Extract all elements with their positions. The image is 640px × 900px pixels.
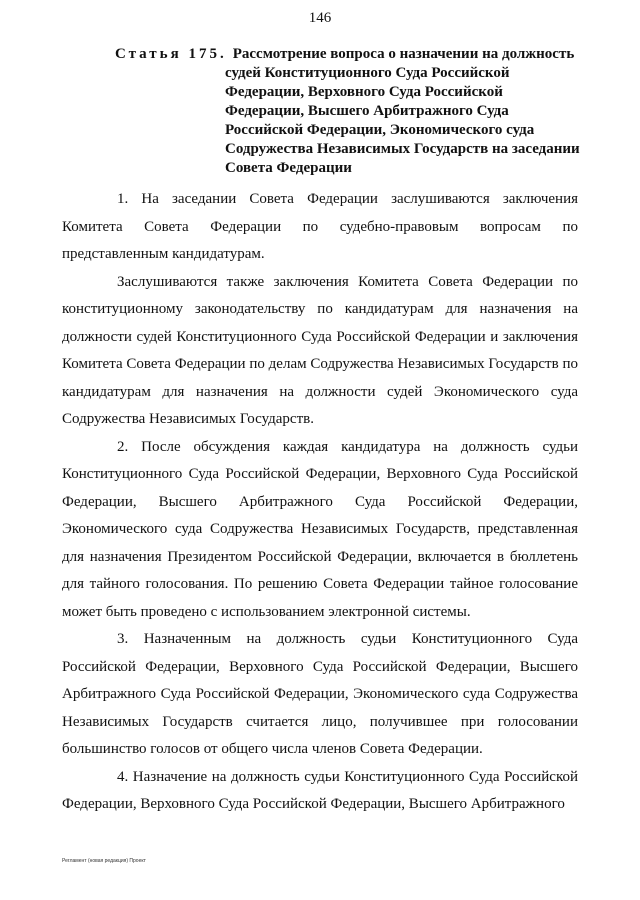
page-number: 146 xyxy=(308,10,332,26)
article-title: Рассмотрение вопроса о назначении на должность судей Конституционного Суда Российской Федерации, Верховного Суда Российской Федерации, Высшего Арбитражного Суда Российской Федерации, Экономического суда Содружества Независимых Государств на заседании Совета Федерации xyxy=(225,46,580,176)
article-heading xyxy=(115,45,585,178)
paragraph-3: 3. Назначенным на должность судьи Конституционного Суда Российской Федерации, Верховного Суда Российской Федерации, Высшего Арбитражного Суда Российской Федерации, Экономического суда Содружества Независимых Государств считается лицо, получившее при голосовании большинство голосов от общего числа членов Совета Федерации. xyxy=(62,631,578,757)
paragraph-1: 1. На заседании Совета Федерации заслушиваются заключения Комитета Совета Федерации по судебно-правовым вопросам по представленным кандидатурам. xyxy=(62,191,578,262)
footer-note: Регламент (новая редакция) Проект xyxy=(62,858,146,864)
paragraph-1-continued: Заслушиваются также заключения Комитета Совета Федерации по конституционному законодательству по кандидатурам для назначения на должности судей Конституционного Суда Российской Федерации и заключения Комитета Совета Федерации по делам Содружества Независимых Государств по кандидатурам для назначения на должности судей Экономического суда Содружества Независимых Государств. xyxy=(62,273,578,427)
article-body xyxy=(62,186,578,819)
article-label: Статья 175. xyxy=(115,46,227,62)
paragraph-4: 4. Назначение на должность судьи Конституционного Суда Российской Федерации, Верховного Суда Российской Федерации, Высшего Арбитражного xyxy=(62,768,578,812)
paragraph-2: 2. После обсуждения каждая кандидатура на должность судьи Конституционного Суда Российской Федерации, Верховного Суда Российской Федерации, Высшего Арбитражного Суда Российской Федерации, Экономического суда Содружества Независимых Государств, представленная для назначения Президентом Российской Федерации, включается в бюллетень для тайного голосования. По решению Совета Федерации тайное голосование может быть проведено с использованием электронной системы. xyxy=(62,438,578,620)
